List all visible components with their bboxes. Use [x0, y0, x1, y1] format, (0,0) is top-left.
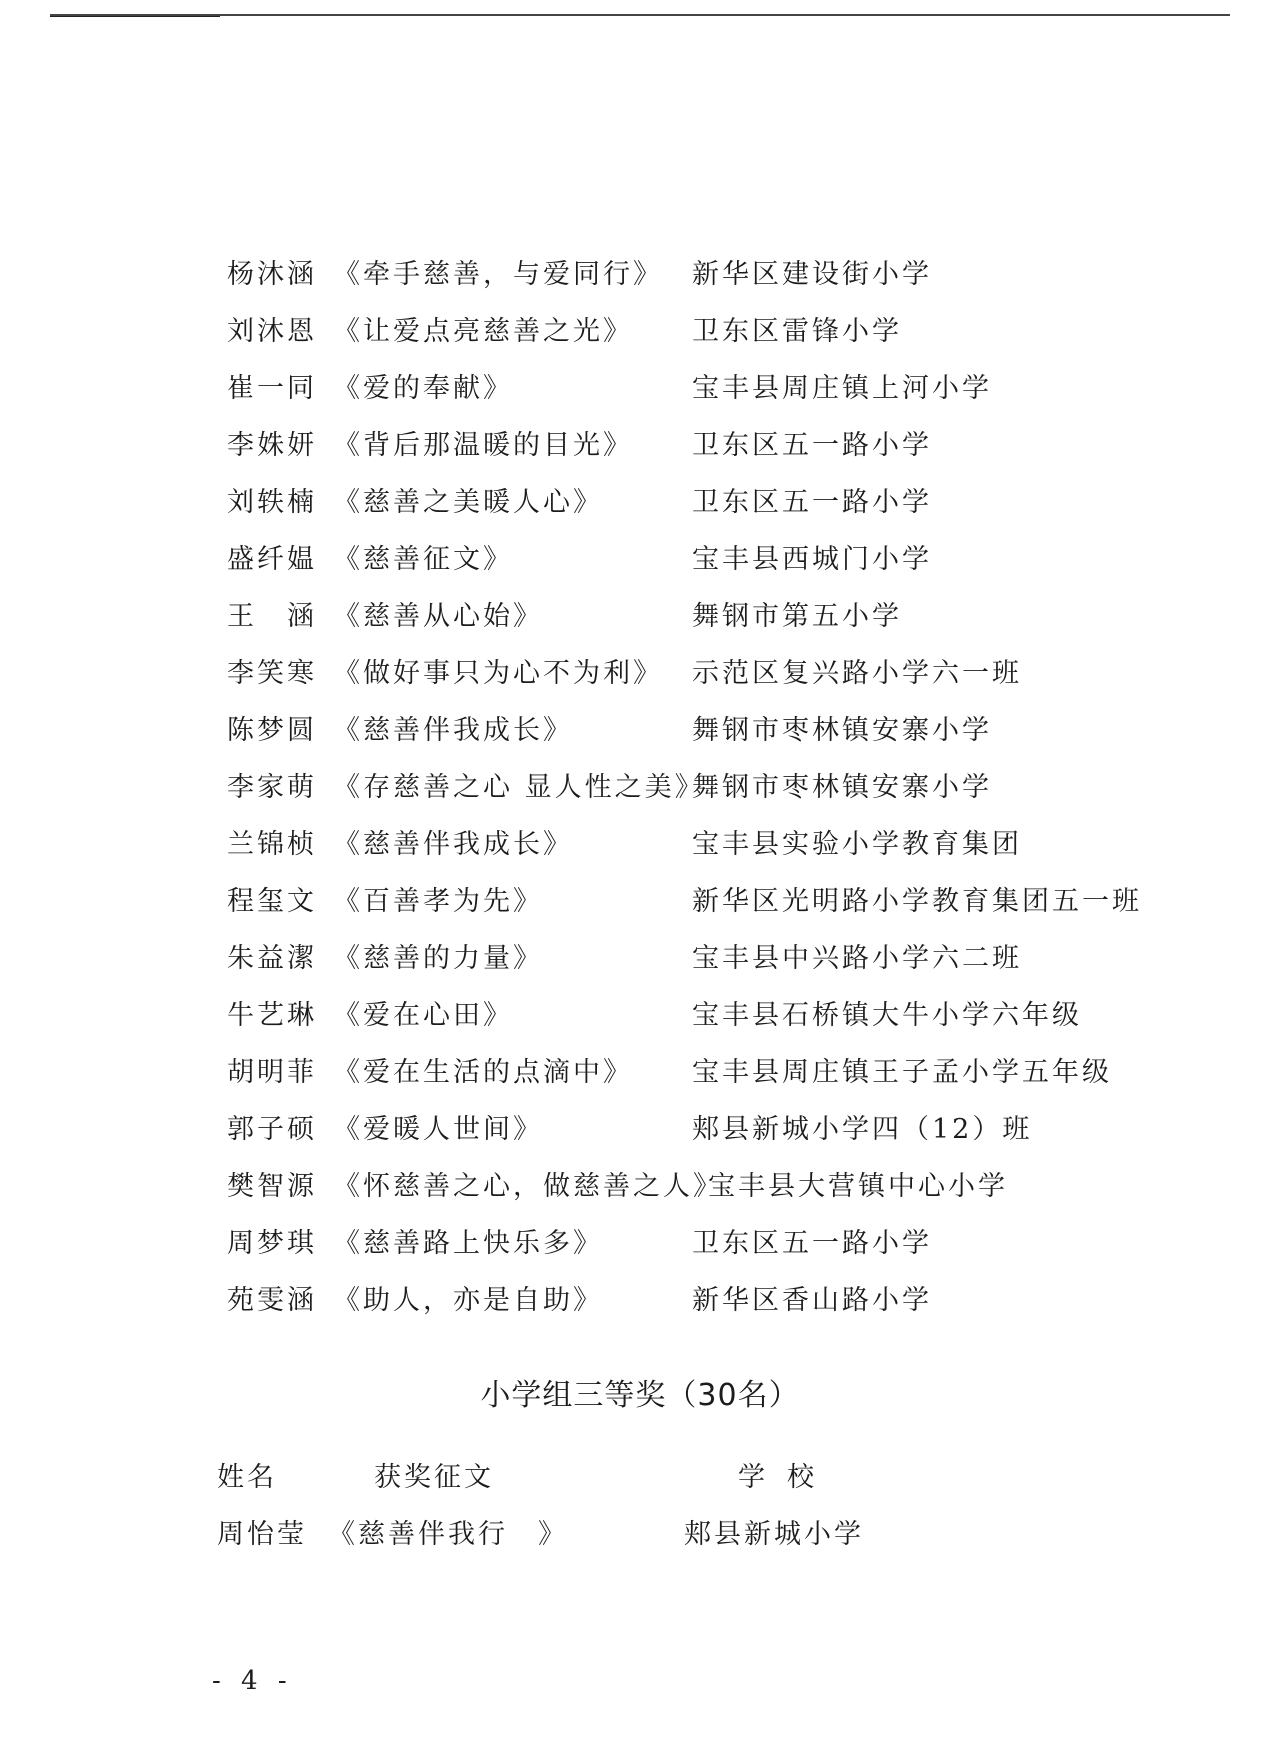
winner-name: 郭子硕 [227, 1114, 317, 1145]
school-name: 舞钢市第五小学 [692, 601, 902, 632]
school-name: 新华区光明路小学教育集团五一班 [692, 886, 1142, 917]
school-name: 郏县新城小学四（12）班 [692, 1114, 1033, 1145]
column-header-school: 学校 [738, 1462, 836, 1493]
school-name: 舞钢市枣林镇安寨小学 [692, 715, 992, 746]
winner-name: 牛艺琳 [227, 1000, 317, 1031]
school-name: 宝丰县大营镇中心小学 [708, 1171, 1008, 1202]
winner-name: 樊智源 [227, 1171, 317, 1202]
essay-title: 《牵手慈善，与爱同行》 [333, 259, 663, 290]
essay-title: 《做好事只为心不为利》 [333, 658, 663, 689]
school-name: 宝丰县周庄镇王子孟小学五年级 [692, 1057, 1112, 1088]
essay-title: 《怀慈善之心，做慈善之人》 [333, 1171, 723, 1202]
essay-title: 《慈善伴我行 》 [328, 1519, 568, 1550]
winner-name: 王 涵 [227, 601, 317, 632]
essay-title: 《让爱点亮慈善之光》 [333, 316, 633, 347]
essay-title: 《慈善伴我成长》 [333, 829, 573, 860]
winner-name: 李姝妍 [227, 430, 317, 461]
school-name: 卫东区五一路小学 [692, 430, 932, 461]
essay-title: 《慈善路上快乐多》 [333, 1228, 603, 1259]
school-name: 示范区复兴路小学六一班 [692, 658, 1022, 689]
winner-name: 周怡莹 [217, 1519, 307, 1550]
essay-title: 《慈善伴我成长》 [333, 715, 573, 746]
section-heading: 小学组三等奖（30名） [480, 1378, 800, 1413]
school-name: 宝丰县实验小学教育集团 [692, 829, 1022, 860]
school-name: 舞钢市枣林镇安寨小学 [692, 772, 992, 803]
column-header-name: 姓名 [217, 1462, 277, 1493]
school-name: 卫东区五一路小学 [692, 487, 932, 518]
essay-title: 《爱暖人世间》 [333, 1114, 543, 1145]
school-name: 宝丰县石桥镇大牛小学六年级 [692, 1000, 1082, 1031]
winner-name: 杨沐涵 [227, 259, 317, 290]
top-rule [50, 14, 1230, 16]
winner-name: 朱益潔 [227, 943, 317, 974]
winner-name: 盛纤媪 [227, 544, 317, 575]
column-header-title: 获奖征文 [374, 1462, 494, 1493]
winner-name: 程玺文 [227, 886, 317, 917]
essay-title: 《爱在生活的点滴中》 [333, 1057, 633, 1088]
essay-title: 《存慈善之心 显人性之美》 [333, 772, 705, 803]
essay-title: 《背后那温暖的目光》 [333, 430, 633, 461]
school-name: 宝丰县中兴路小学六二班 [692, 943, 1022, 974]
winner-name: 刘轶楠 [227, 487, 317, 518]
essay-title: 《百善孝为先》 [333, 886, 543, 917]
winner-name: 周梦琪 [227, 1228, 317, 1259]
winner-name: 李家萌 [227, 772, 317, 803]
school-name: 郏县新城小学 [684, 1519, 864, 1550]
school-name: 宝丰县西城门小学 [692, 544, 932, 575]
school-name: 宝丰县周庄镇上河小学 [692, 373, 992, 404]
winner-name: 刘沐恩 [227, 316, 317, 347]
winner-name: 胡明菲 [227, 1057, 317, 1088]
school-name: 新华区建设街小学 [692, 259, 932, 290]
essay-title: 《爱在心田》 [333, 1000, 513, 1031]
winner-name: 崔一同 [227, 373, 317, 404]
school-name: 卫东区雷锋小学 [692, 316, 902, 347]
essay-title: 《慈善征文》 [333, 544, 513, 575]
essay-title: 《慈善从心始》 [333, 601, 543, 632]
winner-name: 兰锦桢 [227, 829, 317, 860]
winner-name: 苑雯涵 [227, 1285, 317, 1316]
winner-name: 李笑寒 [227, 658, 317, 689]
essay-title: 《爱的奉献》 [333, 373, 513, 404]
school-name: 卫东区五一路小学 [692, 1228, 932, 1259]
page-number: - 4 - [212, 1666, 293, 1696]
winner-name: 陈梦圆 [227, 715, 317, 746]
essay-title: 《慈善的力量》 [333, 943, 543, 974]
school-name: 新华区香山路小学 [692, 1285, 932, 1316]
essay-title: 《助人，亦是自助》 [333, 1285, 603, 1316]
essay-title: 《慈善之美暖人心》 [333, 487, 603, 518]
